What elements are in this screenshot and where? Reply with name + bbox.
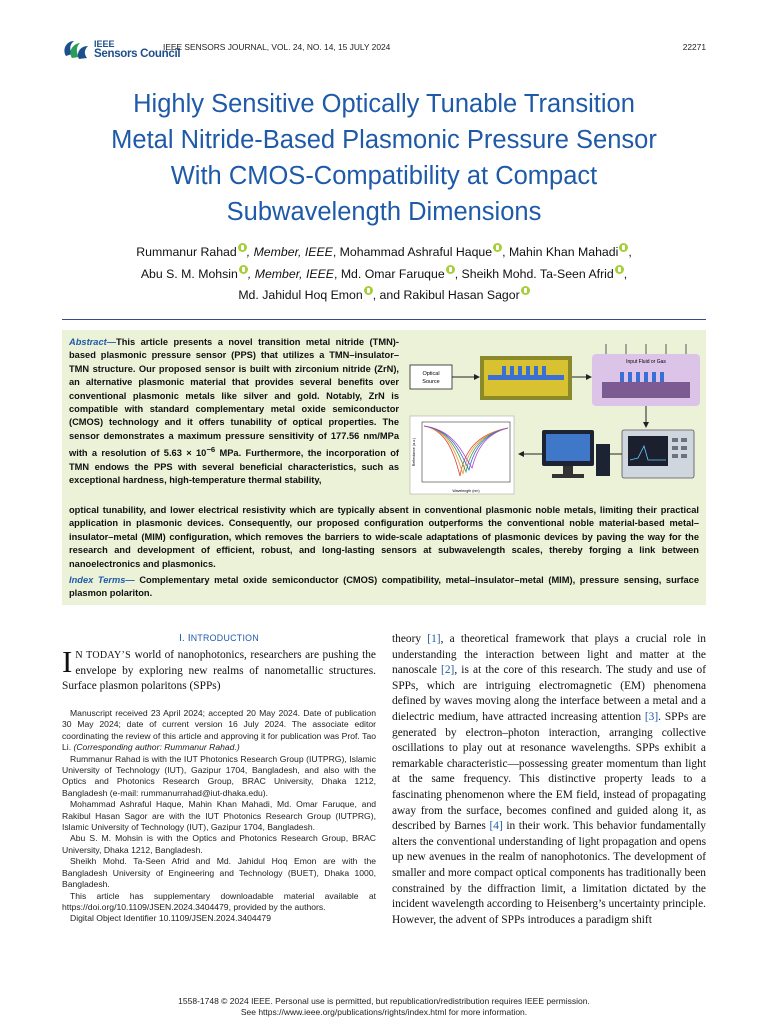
computer-tower bbox=[596, 444, 610, 476]
arrow-head bbox=[474, 374, 480, 380]
body-text: , a theoretical framework that plays a crucial role in understanding the interaction between light and matter at the nanoscale bbox=[392, 633, 706, 677]
orcid-icon[interactable] bbox=[619, 243, 628, 252]
page-number: 22271 bbox=[682, 42, 706, 52]
monitor-base bbox=[552, 474, 584, 478]
monitor-stand bbox=[563, 466, 573, 474]
analyzer-screen bbox=[628, 436, 668, 466]
section-heading bbox=[62, 632, 376, 648]
citation-link[interactable]: [1] bbox=[427, 633, 441, 645]
right-column bbox=[392, 632, 706, 928]
body-text: theory bbox=[392, 633, 428, 645]
footnotes bbox=[62, 708, 376, 925]
author-role: , Member, IEEE bbox=[246, 245, 333, 259]
author-name: , Mahin Khan Mahadi bbox=[502, 245, 619, 259]
citation-link[interactable]: [3] bbox=[644, 710, 659, 723]
copyright-line: 1558-1748 © 2024 IEEE. Personal use is permitted, but republication/redistribution requires IEEE permission. bbox=[178, 996, 590, 1006]
y-axis-label: Reflectance (a.u.) bbox=[412, 437, 416, 467]
abstract-continued: optical tunability, and lower electrical resistivity which are typically absent in conventional plasmonic noble metals, limiting their practical application in plasmonic devices. Consequently, our proposed configuration outperforms the conventional noble material-based metal–insulator–metal (MIM) configuration, which removes the barriers to wide-scale adaptations of plasmonic devices by paving the way for the research and development of efficient, robust, and long-lasting sensors at subwavelength scales, thereby forging a link between nanoelectronics and plasmonics. bbox=[69, 505, 699, 569]
author-line bbox=[40, 285, 728, 307]
exponent: −6 bbox=[206, 445, 216, 455]
title-divider bbox=[62, 319, 706, 320]
optical-source-box bbox=[410, 365, 452, 389]
paper-title bbox=[40, 86, 728, 230]
body-text: . SPPs are generated by electron–photon interaction, arranging collective oscillations to play out at resonance wavelengths. SPPs exhibit a remarkable characteristic—possessing greater momentum than light at the same frequency. This distinctive property leads to a fascinating phenomenon where the EM field, instead of propagating away from the surface, becomes confined and guided along it, as described by Barnes bbox=[392, 710, 706, 833]
logo-line-2: Sensors Council bbox=[94, 48, 181, 60]
author-name: , Md. Omar Faruque bbox=[333, 266, 445, 281]
intro-text: world of nanophotonics, researchers are pushing the envelope by exploring new realms of nanometallic structures. Surface plasmon polaritons (SPPs) bbox=[62, 649, 376, 693]
title-line: Highly Sensitive Optically Tunable Transition bbox=[133, 90, 635, 118]
monitor-screen bbox=[546, 434, 590, 461]
intro-paragraph bbox=[62, 644, 376, 695]
author-name: Rummanur Rahad bbox=[136, 245, 237, 259]
waveguide bbox=[488, 375, 564, 380]
footnote: Abu S. M. Mohsin is with the Optics and Photonics Research Group, BRAC University, Dhaka 1212, Bangladesh. bbox=[62, 833, 376, 855]
author-line bbox=[40, 264, 728, 286]
optical-source-label: Source bbox=[422, 379, 440, 385]
orcid-icon[interactable] bbox=[364, 286, 373, 295]
corresponding-author: (Corresponding author: Rummanur Rahad.) bbox=[71, 742, 240, 753]
author-name: , Sheikh Mohd. Ta-Seen Afrid bbox=[454, 266, 614, 281]
abstract-text bbox=[69, 336, 399, 488]
intro-lead: N TODAY’S bbox=[75, 650, 132, 661]
author-role: , Member, IEEE bbox=[247, 266, 334, 281]
author-name: , Mohammad Ashraful Haque bbox=[332, 245, 493, 259]
index-terms bbox=[69, 574, 699, 601]
orcid-icon[interactable] bbox=[615, 265, 624, 274]
body-text: in their work. This behavior fundamentally alters the conventional understanding of light propagation and opens up new avenues in the realm of nanophotonics. The development of smaller and more compact optical components has traditionally been constrained by the diffraction limit, a limitation dictated by the incident wavelength according to Heisenberg’s uncertainty principle. However, the advent of SPPs introduces a paradigm shift bbox=[392, 820, 706, 926]
orcid-icon[interactable] bbox=[493, 243, 502, 252]
chamber-base bbox=[602, 382, 690, 398]
citation-link[interactable]: [2] bbox=[441, 664, 455, 677]
title-line: Subwavelength Dimensions bbox=[226, 198, 542, 226]
sensors-council-icon bbox=[62, 38, 92, 60]
abstract-box bbox=[62, 330, 706, 605]
footnote: Digital Object Identifier 10.1109/JSEN.2024.3404479 bbox=[70, 913, 271, 924]
section-heading-num: I. I bbox=[179, 632, 191, 644]
footnote: Rummanur Rahad is with the IUT Photonics Research Group (IUTPRG), Islamic University of Technology (IUT), Gazipur 1704, Bangladesh, and also with the Optics and Photonics Research Group, BRAC University, Dhaka 1212, Bangladesh (e-mail: rummanurrahad@iut-dhaka.edu). bbox=[62, 753, 376, 798]
drop-cap: I bbox=[62, 644, 73, 679]
orcid-icon[interactable] bbox=[239, 265, 248, 274]
citation-link[interactable]: [4] bbox=[489, 820, 503, 833]
footnote: Mohammad Ashraful Haque, Mahin Khan Mahadi, Md. Omar Faruque, and Rakibul Hasan Sagor are with the IUT Photonics Research Group (IUTPRG), Islamic University of Technology (IUT), Gazipur 1704, Bangladesh. bbox=[62, 799, 376, 833]
author-list bbox=[40, 242, 728, 307]
title-line: With CMOS-Compatibility at Compact bbox=[170, 162, 598, 190]
separator: , bbox=[623, 266, 628, 281]
author-name: Md. Jahidul Hoq Emon bbox=[238, 288, 363, 302]
title-line: Metal Nitride-Based Plasmonic Pressure Sensor bbox=[111, 126, 657, 154]
body-paragraph bbox=[392, 632, 706, 928]
orcid-icon[interactable] bbox=[446, 265, 455, 274]
arrow-head bbox=[518, 451, 524, 457]
section-heading-rest: NTRODUCTION bbox=[190, 633, 259, 643]
footnote-text: Manuscript received 23 April 2024; accepted 20 May 2024. Date of publication 30 May 2024; date of current version 16 July 2024. The associate editor coordinating the review of this article and approving it for publication was Prof. Tao Li. bbox=[62, 708, 376, 753]
x-axis-label: Wavelength (nm) bbox=[452, 489, 480, 493]
abstract-body: This article presents a novel transition metal nitride (TMN)-based plasmonic pressure sensor (PPS) that utilizes a TMN–insulator–TMN structure. Our proposed sensor is built with zirconium nitride (ZrN), an alternative plasmonic material that provides several benefits over conventional plasmonic metals like silver and gold. Notably, ZrN is compatible with standard complementary metal oxide semiconductor (CMOS) technology and it offers tunability of optical properties. The sensor demonstrates a maximum pressure sensitivity of 177.56 nm/MPa with a resolution of 5.63 × 10 bbox=[69, 337, 399, 459]
journal-citation: IEEE SENSORS JOURNAL, VOL. 24, NO. 14, 15 JULY 2024 bbox=[163, 42, 391, 52]
optical-source-label: Optical bbox=[422, 371, 440, 377]
arrow-head bbox=[643, 422, 649, 428]
author-name: Abu S. M. Mohsin bbox=[140, 266, 238, 281]
orcid-icon[interactable] bbox=[238, 243, 247, 252]
graphical-abstract bbox=[406, 342, 706, 497]
body-text: , is at the core of this research. The study and use of SPPs, which are intriguing electromagnetic (EM) phenomena defined by waves moving along the interface between a metal and a dielectric medium, have attracted increasing attention bbox=[392, 664, 706, 723]
index-terms-text: Complementary metal oxide semiconductor (CMOS) compatibility, metal–insulator–metal (MIM), pressure sensing, surface plasmon polariton. bbox=[69, 575, 699, 599]
arrow-head bbox=[586, 374, 592, 380]
index-terms-label: Index Terms— bbox=[69, 575, 135, 585]
orcid-icon[interactable] bbox=[521, 286, 530, 295]
rights-link[interactable]: See https://www.ieee.org/publications/rights/index.html for more information. bbox=[240, 1007, 528, 1018]
fluid-label: Input Fluid or Gas bbox=[626, 359, 666, 365]
footnote: Sheikh Mohd. Ta-Seen Afrid and Md. Jahidul Hoq Emon are with the Bangladesh University of Engineering and Technology (BUET), Dhaka 1000, Bangladesh. bbox=[62, 856, 376, 890]
page-header bbox=[62, 38, 706, 60]
pressure-arrows bbox=[606, 344, 686, 354]
author-line bbox=[40, 242, 728, 264]
author-name: , and Rakibul Hasan Sagor bbox=[372, 288, 520, 302]
footnote bbox=[62, 708, 376, 754]
logo-line-1: IEEE bbox=[94, 39, 115, 49]
abstract-body: MPa. Furthermore, the incorporation of TMN endows the PPS with several beneficial characteristics, such as exceptional hardness, high-temperature thermal stability, bbox=[69, 448, 399, 486]
left-column bbox=[62, 632, 376, 695]
copyright-footer bbox=[62, 996, 706, 1018]
abstract-label: Abstract— bbox=[69, 337, 117, 347]
footnote: This article has supplementary downloadable material available at https://doi.org/10.1109/JSEN.2024.3404479, provided by the authors. bbox=[62, 890, 376, 912]
separator: , bbox=[628, 245, 632, 259]
